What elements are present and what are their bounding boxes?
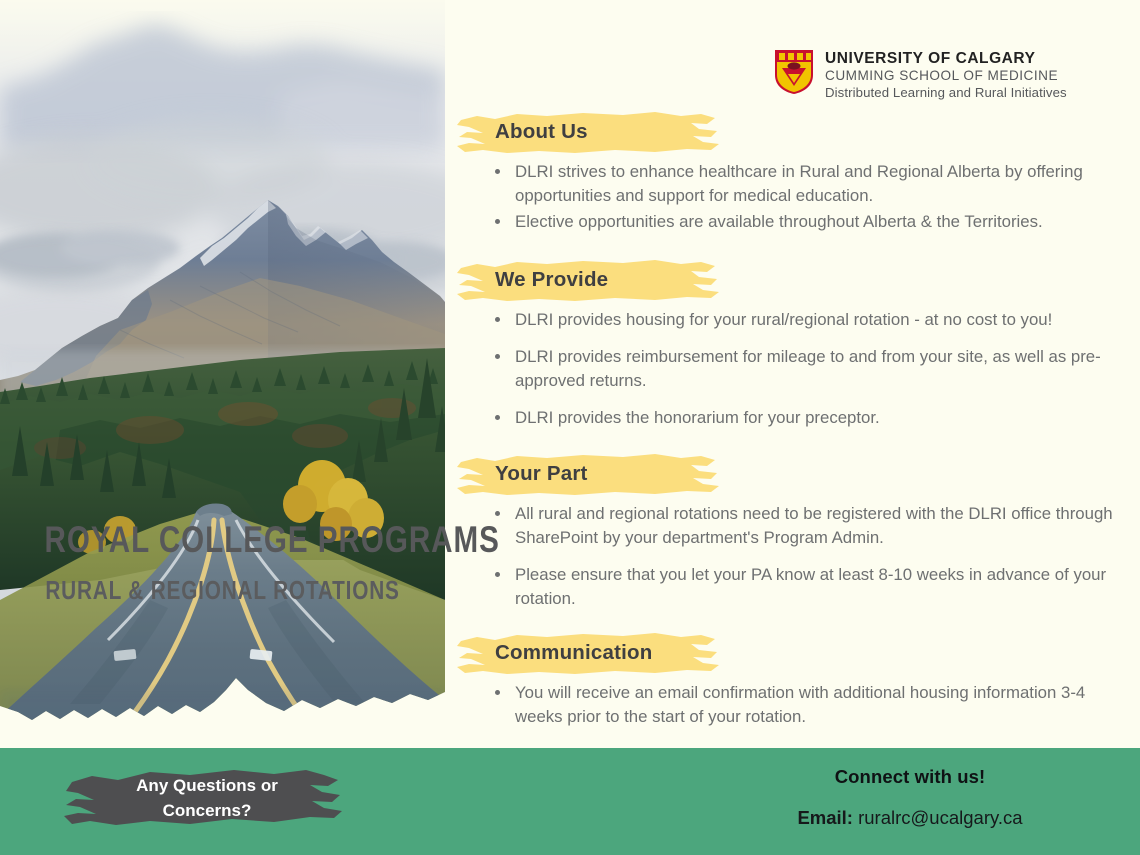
- list-item: DLRI strives to enhance healthcare in Rural and Regional Alberta by offering opportunities and support for medical education.: [493, 160, 1120, 208]
- logo-line-school: CUMMING SCHOOL OF MEDICINE: [825, 68, 1059, 84]
- footer-email-line: [700, 807, 1120, 829]
- heading-row-we-provide: [455, 258, 1120, 304]
- footer-questions-line1: Any Questions or: [136, 776, 278, 795]
- heading-row-your-part: [455, 452, 1120, 498]
- list-item: DLRI provides reimbursement for mileage to and from your site, as well as pre-approved returns.: [493, 345, 1120, 393]
- list-item: DLRI provides the honorarium for your preceptor.: [493, 406, 1120, 430]
- heading-row-about-us: [455, 110, 1120, 156]
- list-item: You will receive an email confirmation with additional housing information 3-4 weeks prior to the start of your rotation.: [493, 681, 1120, 729]
- footer-email-label: Email:: [797, 807, 853, 828]
- list-item: DLRI provides housing for your rural/regional rotation - at no cost to you!: [493, 308, 1120, 332]
- heading-we-provide: We Provide: [495, 268, 609, 292]
- bullet-list-about-us: [455, 160, 1120, 234]
- logo-line-unit: Distributed Learning and Rural Initiatives: [825, 85, 1067, 101]
- footer-connect-title: Connect with us!: [834, 766, 986, 787]
- logo-text-block: [825, 48, 1067, 102]
- hero-subtitle: RURAL & REGIONAL ROTATIONS: [45, 575, 400, 606]
- mountain-road-photo-illustration: [0, 0, 500, 745]
- logo-line-university: UNIVERSITY OF CALGARY: [825, 50, 1036, 67]
- content-column: [455, 110, 1120, 731]
- footer-email-value[interactable]: ruralrc@ucalgary.ca: [858, 807, 1023, 828]
- bullet-list-communication: [455, 681, 1120, 729]
- hero-title: ROYAL COLLEGE PROGRAMS: [44, 519, 500, 560]
- heading-your-part: Your Part: [495, 462, 588, 486]
- list-item: Elective opportunities are available throughout Alberta & the Territories.: [493, 210, 1120, 234]
- list-item: All rural and regional rotations need to be registered with the DLRI office through SharePoint by your department's Program Admin.: [493, 502, 1120, 550]
- section-communication: [455, 631, 1120, 729]
- list-item: Please ensure that you let your PA know at least 8-10 weeks in advance of your rotation.: [493, 563, 1120, 611]
- bullet-list-we-provide: [455, 308, 1120, 430]
- university-shield-icon: [773, 48, 815, 96]
- heading-about-us: About Us: [495, 120, 588, 143]
- heading-communication: Communication: [495, 641, 653, 665]
- footer-contact-block: [700, 766, 1120, 829]
- section-about-us: [455, 110, 1120, 234]
- footer-questions-text: [62, 774, 352, 823]
- heading-row-communication: [455, 631, 1120, 677]
- section-we-provide: [455, 258, 1120, 430]
- hero-photo: [0, 0, 500, 745]
- footer-questions-line2: Concerns?: [162, 800, 252, 820]
- ucalgary-logo: [773, 48, 1067, 102]
- bullet-list-your-part: [455, 502, 1120, 611]
- section-your-part: [455, 452, 1120, 611]
- footer-bar: [0, 748, 1140, 855]
